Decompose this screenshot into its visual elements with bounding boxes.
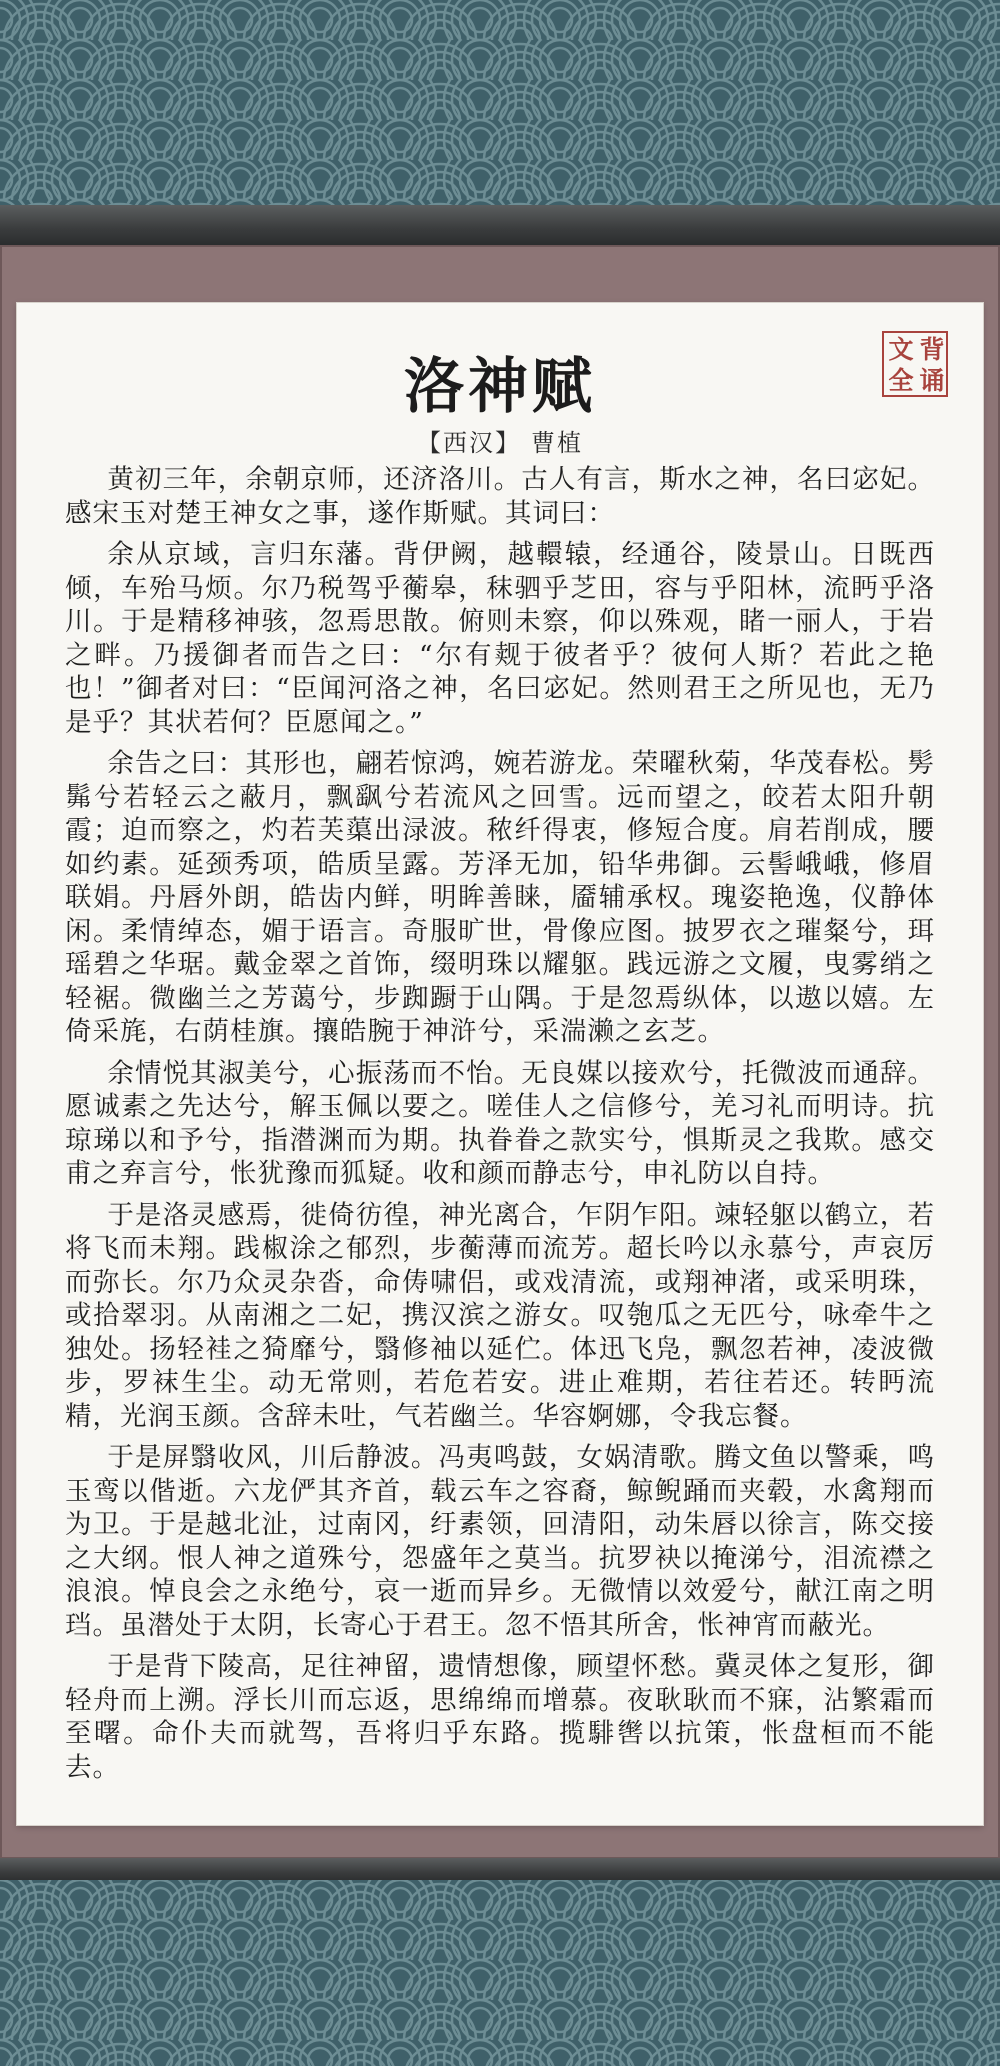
seal-char: 文 bbox=[885, 336, 914, 361]
scroll-frame bbox=[0, 245, 1000, 1859]
author-name: 曹植 bbox=[531, 429, 583, 457]
paragraph: 余情悦其淑美兮，心振荡而不怡。无良媒以接欢兮，托微波而通辞。愿诚素之先达兮，解玉佩以要之。嗟佳人之信修兮，羌习礼而明诗。抗琼珶以和予兮，指潜渊而为期。执眷眷之款实兮，惧斯灵之我欺。感交甫之弃言兮，怅犹豫而狐疑。收和颜而静志兮，申礼防以自持。 bbox=[65, 1057, 935, 1189]
poem-body bbox=[65, 463, 935, 1792]
paper-sheet bbox=[17, 303, 983, 1825]
seal-stamp bbox=[882, 331, 948, 397]
page-title: 洛神赋 bbox=[404, 352, 596, 422]
seal-char: 诵 bbox=[916, 367, 945, 392]
scroll-rod-top bbox=[0, 205, 1000, 245]
wave-pattern-svg bbox=[0, 0, 1000, 205]
wave-pattern-bottom bbox=[0, 1880, 1000, 2066]
wave-pattern-top bbox=[0, 0, 1000, 205]
dynasty-label: 【西汉】 bbox=[417, 429, 521, 457]
paragraph: 余告之曰：其形也，翩若惊鸿，婉若游龙。荣曜秋菊，华茂春松。髣髴兮若轻云之蔽月，飘飖兮若流风之回雪。远而望之，皎若太阳升朝霞；迫而察之，灼若芙蕖出渌波。秾纤得衷，修短合度。肩若削成，腰如约素。延颈秀项，皓质呈露。芳泽无加，铅华弗御。云髻峨峨，修眉联娟。丹唇外朗，皓齿内鲜，明眸善睐，靥辅承权。瑰姿艳逸，仪静体闲。柔情绰态，媚于语言。奇服旷世，骨像应图。披罗衣之璀粲兮，珥瑶碧之华琚。戴金翠之首饰，缀明珠以耀躯。践远游之文履，曳雾绡之轻裾。微幽兰之芳蔼兮，步踟蹰于山隅。于是忽焉纵体，以遨以嬉。左倚采旄，右荫桂旗。攘皓腕于神浒兮，采湍濑之玄芝。 bbox=[65, 748, 935, 1047]
paragraph: 于是屏翳收风，川后静波。冯夷鸣鼓，女娲清歌。腾文鱼以警乘，鸣玉鸾以偕逝。六龙俨其齐首，载云车之容裔，鲸鲵踊而夹毂，水禽翔而为卫。于是越北沚，过南冈，纡素领，回清阳，动朱唇以徐言，陈交接之大纲。恨人神之道殊兮，怨盛年之莫当。抗罗袂以掩涕兮，泪流襟之浪浪。悼良会之永绝兮，哀一逝而异乡。无微情以效爱兮，献江南之明珰。虽潜处于太阴，长寄心于君王。忽不悟其所舍，怅神宵而蔽光。 bbox=[65, 1442, 935, 1641]
paragraph: 余从京域，言归东藩。背伊阙，越轘辕，经通谷，陵景山。日既西倾，车殆马烦。尔乃税驾乎蘅皋，秣驷乎芝田，容与乎阳林，流眄乎洛川。于是精移神骇，忽焉思散。俯则未察，仰以殊观，睹一丽人，于岩之畔。乃援御者而告之曰：“尔有觌于彼者乎？彼何人斯？若此之艳也！”御者对曰：“臣闻河洛之神，名曰宓妃。然则君王之所见也，无乃是乎？其状若何？臣愿闻之。” bbox=[65, 539, 935, 738]
seal-char: 全 bbox=[885, 367, 914, 392]
paragraph: 于是洛灵感焉，徙倚彷徨，神光离合，乍阴乍阳。竦轻躯以鹤立，若将飞而未翔。践椒涂之郁烈，步蘅薄而流芳。超长吟以永慕兮，声哀厉而弥长。尔乃众灵杂沓，命俦啸侣，或戏清流，或翔神渚，或采明珠，或拾翠羽。从南湘之二妃，携汉滨之游女。叹匏瓜之无匹兮，咏牵牛之独处。扬轻袿之猗靡兮，翳修袖以延伫。体迅飞凫，飘忽若神，凌波微步，罗袜生尘。动无常则，若危若安。进止难期，若往若还。转眄流精，光润玉颜。含辞未吐，气若幽兰。华容婀娜，令我忘餐。 bbox=[65, 1199, 935, 1432]
author-byline bbox=[17, 423, 983, 458]
scroll-rod-bottom bbox=[0, 1858, 1000, 1882]
wave-pattern-svg bbox=[0, 1880, 1000, 2066]
paragraph: 黄初三年，余朝京师，还济洛川。古人有言，斯水之神，名曰宓妃。感宋玉对楚王神女之事，遂作斯赋。其词曰： bbox=[65, 464, 935, 529]
paragraph: 于是背下陵高，足往神留，遗情想像，顾望怀愁。冀灵体之复形，御轻舟而上溯。浮长川而忘返，思绵绵而增慕。夜耿耿而不寐，沾繁霜而至曙。命仆夫而就驾，吾将归乎东路。揽騑辔以抗策，怅盘桓而不能去。 bbox=[65, 1651, 935, 1783]
seal-char: 背 bbox=[916, 336, 945, 361]
